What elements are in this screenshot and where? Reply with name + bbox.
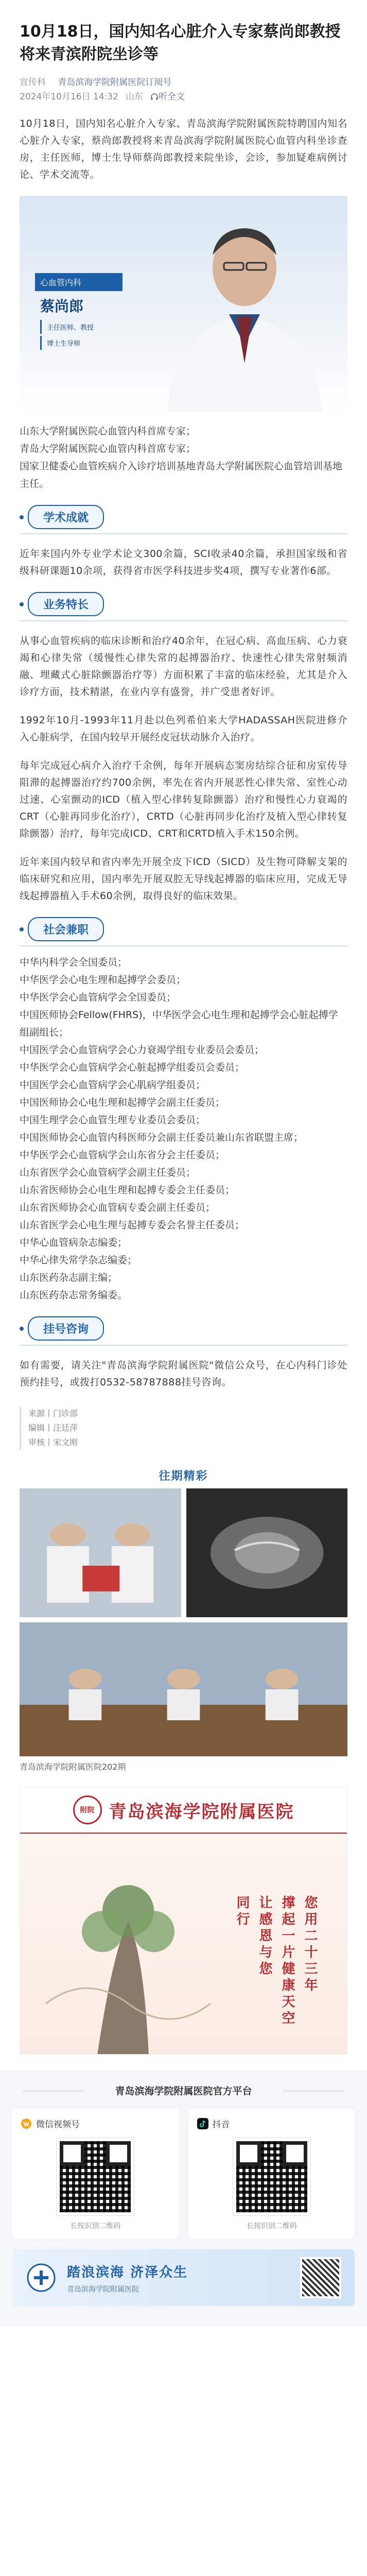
social-line: 中华医学会心血管病学会全国委员； bbox=[20, 992, 177, 1003]
team-photo-image bbox=[20, 1488, 181, 1617]
photo-row-1 bbox=[20, 1488, 347, 1617]
event-photo[interactable] bbox=[20, 1622, 347, 1756]
section-academic-title: 学术成就 bbox=[28, 505, 104, 529]
banner-subtitle: 青岛滨海学院附属医院 bbox=[67, 2285, 139, 2294]
social-line: 中华内科学会全国委员； bbox=[20, 957, 128, 968]
doctor-dept: 心血管内科 bbox=[35, 273, 123, 291]
section-academic bbox=[20, 505, 347, 529]
social-line: 中国医师协会心血管内科医师分会副主任委员兼山东省联盟主席； bbox=[20, 1132, 304, 1143]
event-photo-image bbox=[20, 1622, 347, 1756]
article-meta-2 bbox=[20, 90, 347, 104]
video-channel-icon bbox=[21, 2118, 32, 2129]
banner-qr[interactable] bbox=[300, 2257, 341, 2298]
qr-tip: 长按识别二维码 bbox=[70, 2222, 121, 2230]
photo-caption[interactable]: 青岛滨海学院附属医院202期 bbox=[20, 1762, 126, 1772]
account-link[interactable]: 青岛滨海学院附属医院订阅号 bbox=[58, 77, 172, 88]
social-line: 山东医药杂志副主编； bbox=[20, 1272, 118, 1283]
douyin-icon bbox=[197, 2118, 208, 2129]
banner-text bbox=[67, 2262, 188, 2294]
scan-photo[interactable] bbox=[186, 1488, 348, 1617]
section-social bbox=[20, 917, 347, 941]
credit-line: 来源丨门诊部 bbox=[28, 1409, 78, 1418]
poster-line: 您用二十三年 bbox=[302, 1895, 318, 1994]
divider bbox=[20, 1345, 347, 1346]
scan-photo-image bbox=[186, 1488, 348, 1617]
expertise-paragraph: 从事心血管疾病的临床诊断和治疗40余年，在冠心病、高血压病、心力衰竭和心律失常（缓慢性心律失常的起搏器治疗、快速性心律失常射频消融、埋藏式心脏除颤器治疗等）方面积累了丰富的临床经验，尤其是介入诊疗方面，技术精湛，在业内享有盛誉，并广受患者好评。 bbox=[20, 635, 347, 698]
bullet-icon bbox=[20, 602, 24, 606]
section-social-title: 社会兼职 bbox=[28, 917, 104, 941]
poster-line: 让感恩与您 bbox=[257, 1895, 272, 1978]
academic-paragraph: 近年来国内外专业学术论文300余篇，SCI收录40余篇，承担国家级和省级科研课题10余项，获得省市医学科技进步奖4项，撰写专业著作6部。 bbox=[20, 548, 347, 577]
career-paragraph-3: 近年来国内较早和省内率先开展全皮下ICD（SICD）及生物可降解支架的临床研究和应用，国内率先开展双腔无导线起搏器的临床应用，完成无导线起搏器植入手术60余例，取得良好的临床效果。 bbox=[20, 856, 347, 902]
social-line: 中国医师协会Fellow(FHRS)，中华医学会心电生理和起搏学会心脏起搏学组副组长； bbox=[20, 1009, 338, 1038]
logo-text: 附院 bbox=[80, 1806, 95, 1815]
hero-banner bbox=[20, 196, 347, 412]
section-expertise-title: 业务特长 bbox=[28, 592, 104, 616]
divider bbox=[20, 533, 347, 534]
douyin-label: 抖音 bbox=[212, 2120, 230, 2130]
douyin-card[interactable] bbox=[189, 2109, 355, 2239]
doctor-badge bbox=[35, 273, 123, 352]
social-line: 中华心血管病杂志编委； bbox=[20, 1237, 128, 1248]
social-line: 中华医学会心电生理和起搏学会委员； bbox=[20, 974, 186, 986]
qr-row bbox=[12, 2109, 355, 2239]
listen-label: 听全文 bbox=[158, 92, 185, 102]
poster-body bbox=[20, 1834, 347, 2054]
qr-tip: 长按识别二维码 bbox=[246, 2222, 297, 2230]
credit-line: 编辑丨汪廷萍 bbox=[28, 1423, 78, 1433]
douyin-qr[interactable] bbox=[233, 2138, 310, 2215]
article-title: 10月18日，国内知名心脏介入专家蔡尚郎教授将来青滨附院坐诊等 bbox=[20, 23, 341, 63]
social-line: 中国生理学会心血管生理专业委员会委员； bbox=[20, 1114, 206, 1126]
social-line: 中国医学会心血管病学会心力衰竭学组专业委员会委员； bbox=[20, 1044, 265, 1056]
hospital-logo bbox=[73, 1795, 102, 1824]
poster-slogan bbox=[231, 1895, 321, 2027]
bio-line: 山东大学附属医院心血管内科首席专家； bbox=[20, 426, 196, 437]
social-line: 中华医学会心血管病学会心脏起搏学组委员会委员； bbox=[20, 1062, 245, 1073]
divider bbox=[20, 945, 347, 946]
footer-title: 青岛滨海学院附属医院官方平台 bbox=[12, 2083, 355, 2097]
douyin-label-row bbox=[197, 2117, 347, 2130]
footer bbox=[0, 2070, 367, 2327]
listen-button[interactable] bbox=[150, 90, 185, 104]
bullet-icon bbox=[20, 1327, 24, 1331]
doctor-name: 蔡尚郎 bbox=[40, 298, 84, 315]
social-line: 山东省医学会心电生理与起搏专委会名誉主任委员； bbox=[20, 1219, 245, 1231]
career-paragraph-1: 1992年10月-1993年11月赴以色列希伯来大学HADASSAH医院进修介入心脏病学，在国内较早开展经皮冠状动脉介入治疗。 bbox=[20, 715, 347, 743]
doctor-tag-1: 主任医师、教授 bbox=[40, 320, 117, 334]
bullet-icon bbox=[20, 515, 24, 519]
section-expertise bbox=[20, 592, 347, 616]
social-line: 山东省医师协会心电生理和起搏专委会主任委员； bbox=[20, 1184, 235, 1196]
headphone-icon bbox=[150, 93, 159, 101]
section-hint-title: 挂号咨询 bbox=[28, 1316, 104, 1341]
section-hint bbox=[20, 1316, 347, 1341]
career-paragraph-2: 每年完成冠心病介入治疗千余例，每年开展病态窦房结综合征和房室传导阻滞的起搏器治疗约700余例，率先在省内开展恶性心律失常、室性心动过速、心室颤动的ICD（植入型心律转复除颤器）治疗和慢性心力衰竭的CRT（心脏再同步化治疗），CRTD（心脏再同步化治疗及植入型心律转复除颤器）治疗，每年完成ICD、CRT和CRTD植入手术150余例。 bbox=[20, 760, 347, 839]
wechat-video-qr[interactable] bbox=[57, 2138, 134, 2215]
photo-row-2 bbox=[20, 1622, 347, 1756]
social-line: 中国医学会心血管病学会心肌病学组委员； bbox=[20, 1079, 206, 1091]
wechat-video-label-row bbox=[21, 2117, 170, 2130]
poster-hospital-name: 青岛滨海学院附属医院 bbox=[109, 1801, 294, 1822]
doctor-portrait bbox=[147, 206, 332, 412]
poster-line: 撑起一片健康天空 bbox=[279, 1895, 295, 2027]
social-line: 中华医学会心血管病学会山东省分会主任委员； bbox=[20, 1149, 225, 1161]
poster-line: 同行 bbox=[234, 1895, 250, 1928]
article-meta bbox=[20, 75, 347, 90]
publish-date: 2024年10月16日 14:32 bbox=[20, 92, 118, 102]
social-line: 山东医药杂志常务编委。 bbox=[20, 1290, 128, 1301]
social-list bbox=[20, 954, 347, 1304]
divider bbox=[20, 620, 347, 621]
team-photo[interactable] bbox=[20, 1488, 181, 1617]
bio-list bbox=[20, 422, 347, 493]
bio-line: 国家卫健委心血管疾病介入诊疗培训基地青岛大学附属医院心血管培训基地主任。 bbox=[20, 461, 343, 489]
poster-header bbox=[20, 1787, 347, 1834]
social-line: 中国医师协会心电生理和起搏学会副主任委员； bbox=[20, 1097, 225, 1108]
strip-title: 往期精彩 bbox=[159, 1470, 208, 1483]
credit-line: 审核丨宋文刚 bbox=[28, 1437, 78, 1447]
hospital-logo-icon bbox=[26, 2262, 57, 2293]
author-tag: 宣传科 bbox=[20, 77, 46, 88]
bullet-icon bbox=[20, 927, 24, 931]
intro-paragraph: 10月18日，国内知名心脏介入专家、青岛滨海学院附属医院特聘国内知名心脏介入专家，蔡尚郎教授将来青岛滨海学院附属医院心血管内科坐诊查房，主任医师，博士生导师蔡尚郎教授来院坐诊，会诊，参加疑难病例讨论、学术交流等。 bbox=[20, 118, 347, 180]
wechat-video-label: 微信视频号 bbox=[36, 2120, 80, 2130]
poster-illustration bbox=[36, 1834, 241, 2055]
credits bbox=[20, 1406, 347, 1450]
social-line: 山东省医师协会心血管病专委会副主任委员； bbox=[20, 1202, 216, 1213]
bio-line: 青岛大学附属医院心血管内科首席专家； bbox=[20, 443, 196, 454]
doctor-tag-2: 博士生导师 bbox=[40, 336, 117, 350]
social-line: 中华心律失常学杂志编委； bbox=[20, 1255, 137, 1266]
hint-paragraph: 如有需要，请关注"青岛滨海学院附属医院"微信公众号，在心内科门诊处预约挂号，或拨打0532-58787888挂号咨询。 bbox=[20, 1360, 347, 1388]
photo-strip bbox=[20, 1465, 347, 1776]
banner-title: 踏浪滨海 济泽众生 bbox=[67, 2264, 188, 2280]
anniversary-poster[interactable] bbox=[20, 1787, 347, 2055]
article-body bbox=[0, 115, 367, 2055]
footer-banner[interactable] bbox=[12, 2249, 355, 2306]
wechat-video-card[interactable] bbox=[12, 2109, 179, 2239]
publish-location: 山东 bbox=[125, 92, 143, 102]
article-header bbox=[0, 0, 367, 104]
social-line: 山东省医学会心血管病学会副主任委员； bbox=[20, 1167, 196, 1178]
